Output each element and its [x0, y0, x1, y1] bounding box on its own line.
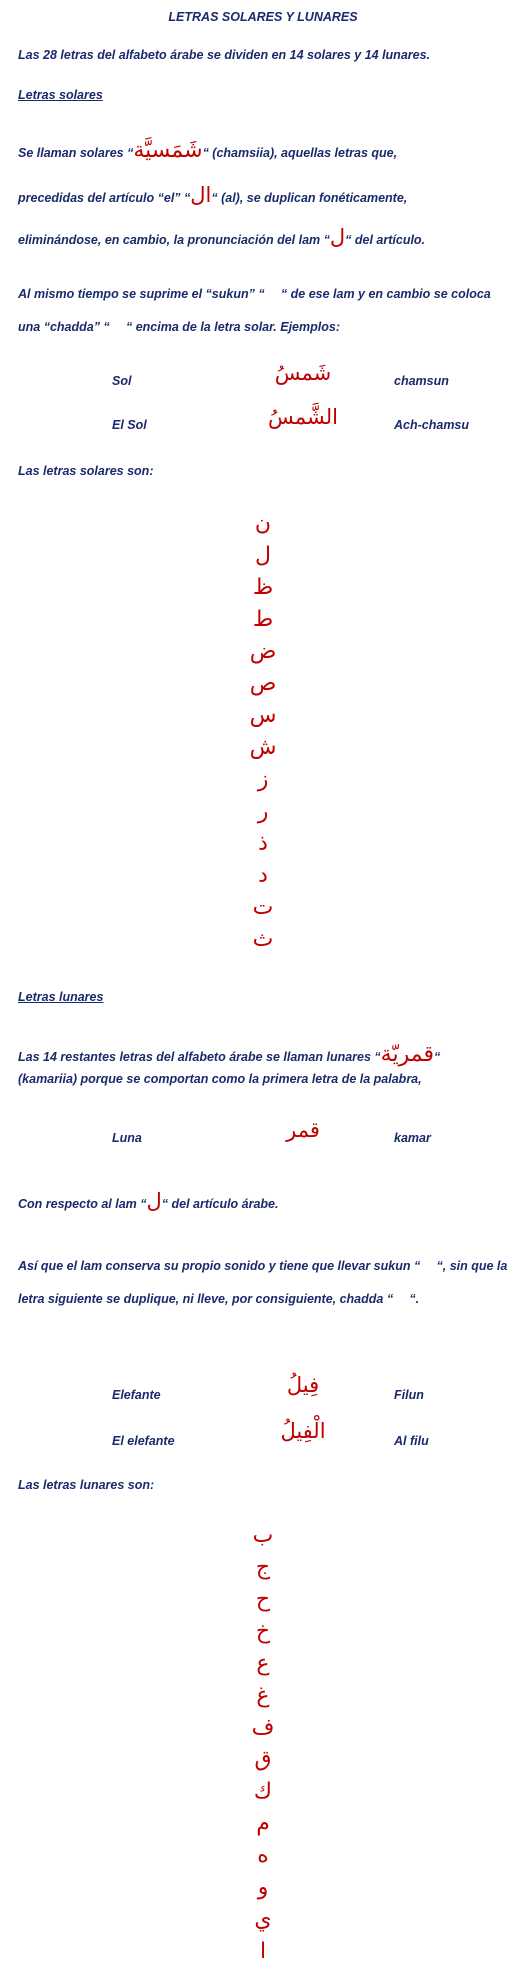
solar-letter: ش	[249, 735, 277, 760]
solar-letter: ز	[257, 767, 269, 792]
lunar-letter: خ	[255, 1619, 271, 1644]
arabic-word-shamsiyya: شَمَسيَّة	[133, 138, 203, 163]
lunar-letter: ي	[254, 1907, 272, 1932]
lunar-letter: ا	[259, 1939, 267, 1964]
solar-paragraph-1: Se llaman solares “شَمَسيَّة“ (chamsiia), aquellas letras que,	[18, 138, 398, 163]
solar-letter: ط	[252, 607, 274, 632]
lunar-letter: ف	[251, 1715, 275, 1740]
solar-list-label: Las letras solares son:	[18, 464, 154, 478]
lunar-letter: ب	[252, 1523, 274, 1548]
example-spanish: El Sol	[112, 418, 147, 432]
lunar-letter: ك	[253, 1779, 273, 1804]
lunar-letter: م	[256, 1811, 270, 1836]
lunar-letter: ج	[255, 1555, 271, 1580]
solar-letter: ذ	[258, 831, 268, 856]
arabic-lam: ل	[329, 225, 346, 249]
lunar-letters-list	[240, 1520, 286, 1968]
example-arabic: قمر	[286, 1118, 320, 1142]
lunar-letter: و	[257, 1875, 269, 1900]
arabic-word-qamariyya: قمريّة	[380, 1042, 434, 1067]
solar-letter: ظ	[252, 575, 274, 600]
lunar-paragraph-2: (kamariia) porque se comportan como la primera letra de la palabra,	[18, 1072, 422, 1086]
example-spanish: El elefante	[112, 1434, 175, 1448]
arabic-article-al: ال	[190, 183, 212, 207]
example-transliteration: Al filu	[394, 1434, 429, 1448]
example-transliteration: Filun	[394, 1388, 424, 1402]
example-transliteration: Ach-chamsu	[394, 418, 470, 432]
solar-heading: Letras solares	[18, 88, 103, 102]
example-spanish: Elefante	[112, 1388, 161, 1402]
solar-letter: ر	[257, 799, 269, 824]
solar-letter: ض	[249, 639, 277, 664]
lunar-paragraph-3: Con respecto al lam “ل“ del artículo árabe.	[18, 1189, 279, 1213]
lunar-paragraph-1: Las 14 restantes letras del alfabeto árabe se llaman lunares “قمريّة“	[18, 1042, 441, 1067]
page-title: LETRAS SOLARES Y LUNARES	[168, 10, 358, 24]
solar-letters-list	[240, 508, 286, 956]
example-transliteration: chamsun	[394, 374, 449, 388]
lunar-letter: ه	[257, 1843, 269, 1868]
example-arabic: شَمسُ	[274, 361, 332, 385]
solar-paragraph-4: Al mismo tiempo se suprime el “sukun” “ ْ “ de ese lam y en cambio se coloca una “chadda” “ ّ “ encima de la letra solar. Ejemplos:	[18, 287, 491, 334]
lunar-paragraph-4: Así que el lam conserva su propio sonido y tiene que llevar sukun “ ْ “, sin que la letra siguiente se duplique, ni lleve, por consiguiente, chadda “ ّ “.	[18, 1259, 508, 1306]
arabic-lam: ل	[146, 1189, 162, 1213]
intro-text: Las 28 letras del alfabeto árabe se dividen en 14 solares y 14 lunares.	[18, 48, 431, 62]
example-spanish: Luna	[112, 1131, 142, 1145]
solar-letter: ص	[249, 671, 277, 696]
lunar-letter: ع	[256, 1651, 270, 1676]
solar-letter: ل	[255, 543, 271, 568]
example-arabic: فِيلُ	[286, 1373, 320, 1397]
lunar-letter: ح	[255, 1587, 271, 1612]
solar-letter: س	[249, 703, 277, 728]
solar-letter: د	[258, 863, 268, 888]
lunar-letter: غ	[256, 1683, 270, 1708]
solar-letter: ت	[252, 895, 274, 920]
example-transliteration: kamar	[394, 1131, 431, 1145]
lunar-letter: ق	[254, 1747, 272, 1772]
lunar-list-label: Las letras lunares son:	[18, 1478, 155, 1492]
solar-paragraph-3: eliminándose, en cambio, la pronunciación del lam “ل“ del artículo.	[18, 225, 426, 249]
example-spanish: Sol	[112, 374, 132, 388]
example-arabic: الْفِيلُ	[280, 1419, 326, 1443]
solar-letter: ث	[252, 927, 274, 952]
solar-paragraph-2: precedidas del artículo “el” “ال“ (al), se duplican fonéticamente,	[18, 183, 408, 207]
solar-letter: ن	[254, 511, 272, 536]
example-arabic: الشَّمسُ	[268, 405, 338, 429]
lunar-heading: Letras lunares	[18, 990, 104, 1004]
